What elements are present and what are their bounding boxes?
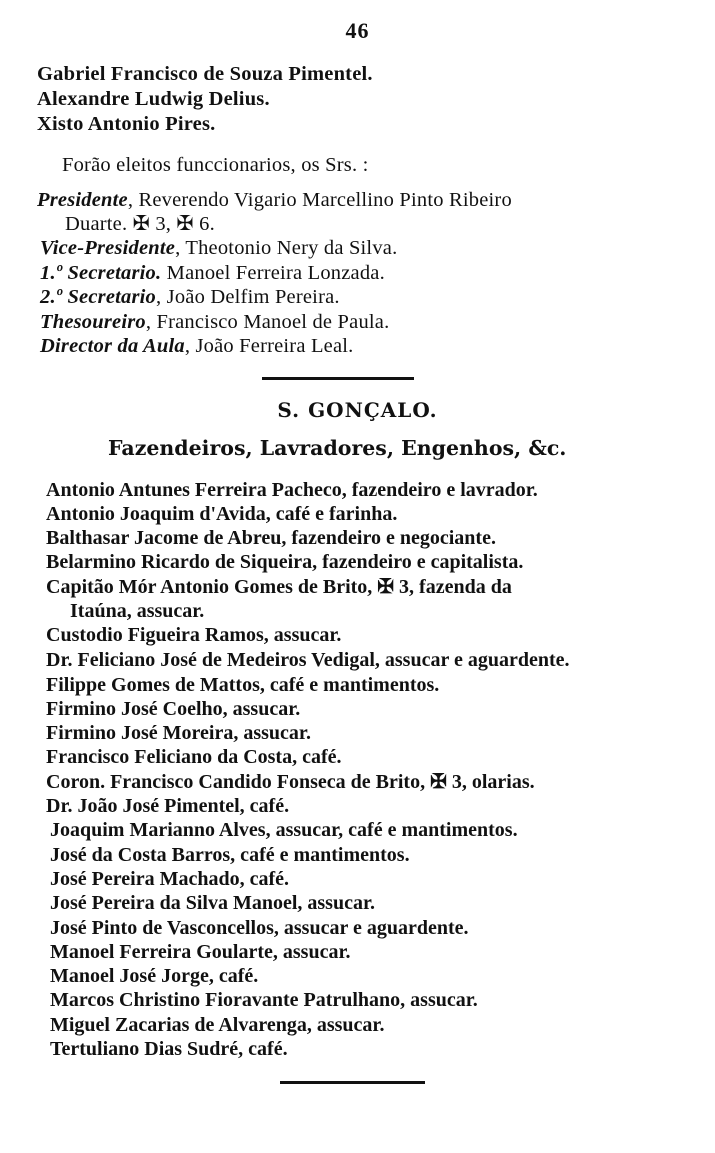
list-item: Custodio Figueira Ramos, assucar. <box>46 624 342 646</box>
page-number: 46 <box>345 18 370 43</box>
list-item: Manoel Ferreira Goularte, assucar. <box>50 941 351 963</box>
member-line: Gabriel Francisco de Souza Pimentel. <box>37 63 373 85</box>
list-item: Miguel Zacarias de Alvarenga, assucar. <box>50 1014 385 1036</box>
officer-name: , Theotonio Nery da Silva. <box>175 237 398 259</box>
list-item: Manoel José Jorge, café. <box>50 965 259 987</box>
officer-name: , João Ferreira Leal. <box>184 335 354 357</box>
list-item: Filippe Gomes de Mattos, café e mantimentos. <box>46 674 440 696</box>
officer-line <box>40 261 385 285</box>
list-item: Antonio Joaquim d'Avida, café e farinha. <box>46 503 398 525</box>
officer-line <box>40 334 354 358</box>
list-item: José Pereira da Silva Manoel, assucar. <box>50 892 375 914</box>
officer-title: Presidente <box>37 189 128 211</box>
list-item: Marcos Christino Fioravante Patrulhano, assucar. <box>50 989 478 1011</box>
officers-intro: Forão eleitos funccionarios, os Srs. : <box>62 154 369 176</box>
officer-title: Thesoureiro <box>40 311 146 333</box>
member-line: Alexandre Ludwig Delius. <box>37 88 270 110</box>
list-item: Itaúna, assucar. <box>70 600 205 622</box>
officer-title: 2.º Secretario <box>40 286 156 308</box>
list-item: José Pinto de Vasconcellos, assucar e aguardente. <box>50 917 469 939</box>
list-item: Joaquim Marianno Alves, assucar, café e mantimentos. <box>50 819 518 841</box>
section-divider <box>262 377 414 380</box>
officer-name: , Francisco Manoel de Paula. <box>145 311 390 333</box>
section-title: S. GONÇALO. <box>277 398 438 422</box>
officer-title: 1.º Secretario. <box>40 262 162 284</box>
list-item: Coron. Francisco Candido Fonseca de Brito, ✠ 3, olarias. <box>46 771 535 793</box>
list-item: José Pereira Machado, café. <box>50 868 289 890</box>
officer-name: Duarte. ✠ 3, ✠ 6. <box>65 213 215 235</box>
list-item: Firmino José Coelho, assucar. <box>46 698 301 720</box>
officer-title: Director da Aula <box>40 335 185 357</box>
officer-title: Vice-Presidente <box>40 237 176 259</box>
list-item: Tertuliano Dias Sudré, café. <box>50 1038 288 1060</box>
officer-name: , Reverendo Vigario Marcellino Pinto Ribeiro <box>127 189 512 211</box>
list-item: Belarmino Ricardo de Siqueira, fazendeiro e capitalista. <box>46 551 524 573</box>
list-item: Francisco Feliciano da Costa, café. <box>46 746 342 768</box>
list-item: Firmino José Moreira, assucar. <box>46 722 311 744</box>
officer-line <box>40 310 389 334</box>
list-item: Balthasar Jacome de Abreu, fazendeiro e negociante. <box>46 527 496 549</box>
list-item: Capitão Mór Antonio Gomes de Brito, ✠ 3, fazenda da <box>46 576 512 598</box>
member-line: Xisto Antonio Pires. <box>37 113 216 135</box>
officer-name: , João Delfim Pereira. <box>156 286 340 308</box>
officer-line <box>65 212 215 236</box>
list-item: José da Costa Barros, café e mantimentos. <box>50 844 410 866</box>
end-divider <box>280 1081 425 1084</box>
officer-line <box>37 188 512 212</box>
officer-line <box>40 285 340 309</box>
list-item: Dr. Feliciano José de Medeiros Vedigal, assucar e aguardente. <box>46 649 570 671</box>
list-item: Antonio Antunes Ferreira Pacheco, fazendeiro e lavrador. <box>46 479 538 501</box>
section-subtitle: Fazendeiros, Lavradores, Engenhos, &c. <box>108 436 567 460</box>
officer-line <box>40 236 397 260</box>
list-item: Dr. João José Pimentel, café. <box>46 795 290 817</box>
officer-name: Manoel Ferreira Lonzada. <box>161 262 385 284</box>
